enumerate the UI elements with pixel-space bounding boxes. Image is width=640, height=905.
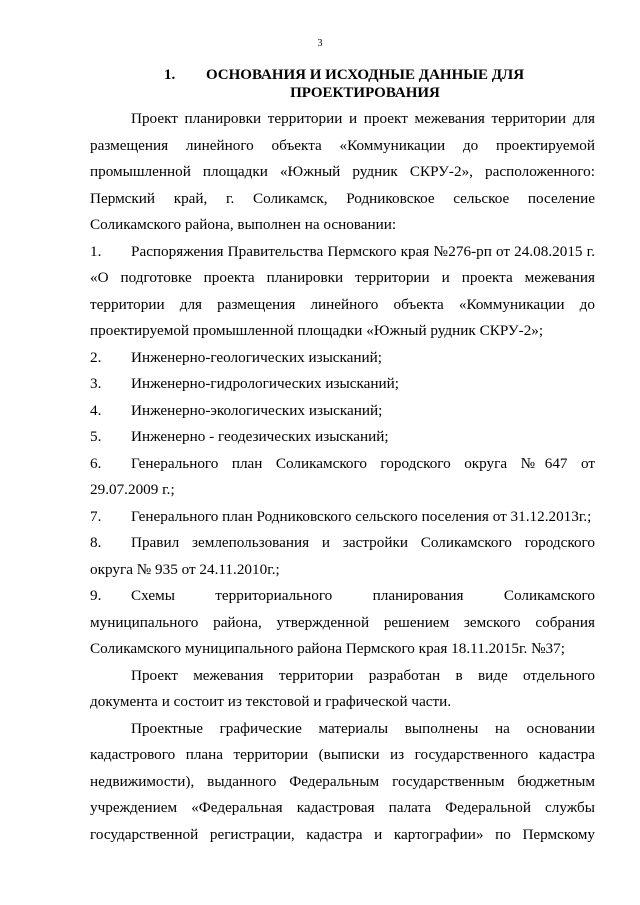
list-item-number: 6. xyxy=(90,454,102,472)
list-item-9 xyxy=(90,583,595,663)
list-item-number: 3. xyxy=(90,375,102,392)
list-item-number: 8. xyxy=(90,534,102,551)
list-item-text: Правил землепользования и застройки Соликамского городского округа № 935 от 24.11.2010г.; xyxy=(90,534,595,578)
document-body xyxy=(90,106,595,848)
list-item-2 xyxy=(90,345,595,372)
list-item-text: Инженерно-гидрологических изысканий; xyxy=(131,375,399,392)
section-title: ОСНОВАНИЯ И ИСХОДНЫЕ ДАННЫЕ ДЛЯ ПРОЕКТИРОВАНИЯ xyxy=(205,67,525,101)
list-item-text: Инженерно-геологических изысканий; xyxy=(131,348,383,366)
list-item-number: 4. xyxy=(90,401,102,419)
list-item-6 xyxy=(90,451,595,504)
list-item-number: 1. xyxy=(90,242,102,260)
list-item-text: Генерального план Соликамского городского округа №647 от 29.07.2009 г.; xyxy=(90,454,595,498)
list-item-4 xyxy=(90,398,595,425)
list-item-number: 7. xyxy=(90,507,102,525)
list-item-text: Инженерно - геодезических изысканий; xyxy=(131,428,389,445)
list-item-number: 9. xyxy=(90,587,102,604)
materials-paragraph: Проектные графические материалы выполнены на основании кадастрового плана территории (выписки из государственного кадастра недвижимости), выданного Федеральным государственным бюджетным учреждением «Федеральная кадастровая палата Федеральной службы государственной регистрации, кадастра и картографии» по Пермскому xyxy=(90,719,595,843)
list-item-5 xyxy=(90,424,595,451)
list-item-number: 5. xyxy=(90,428,102,445)
list-item-8 xyxy=(90,530,595,583)
list-item-3 xyxy=(90,371,595,398)
list-item-text: Распоряжения Правительства Пермского края №276-рп от 24.08.2015 г. «О подготовке проекта планировки территории и проекта межевания территории для размещения линейного объекта «Коммуникации до проектируемой промышленной площадки «Южный рудник СКРУ-2»; xyxy=(90,242,595,339)
list-item-text: Инженерно-экологических изысканий; xyxy=(131,401,383,419)
intro-paragraph: Проект планировки территории и проект межевания территории для размещения линейного объекта «Коммуникации до проектируемой промышленной площадки «Южный рудник СКРУ-2», расположенного: Пермский край, г. Соликамск, Родниковское сельское поселение Соликамского района, выполнен на основании: xyxy=(90,110,595,233)
page-number: 3 xyxy=(317,38,323,49)
list-item-7 xyxy=(90,504,595,531)
list-item-text: Генерального план Родниковского сельского поселения от 31.12.2013г.; xyxy=(131,507,592,525)
list-item-number: 2. xyxy=(90,348,102,366)
survey-paragraph: Проект межевания территории разработан в виде отдельного документа и состоит из текстовой и графической части. xyxy=(90,666,595,710)
list-item-1 xyxy=(90,239,595,345)
list-item-text: Схемы территориального планирования Соликамского муниципального района, утвержденной решением земского собрания Соликамского муниципального района Пермского края 18.11.2015г. №37; xyxy=(90,587,595,657)
section-number: 1. xyxy=(164,67,176,83)
